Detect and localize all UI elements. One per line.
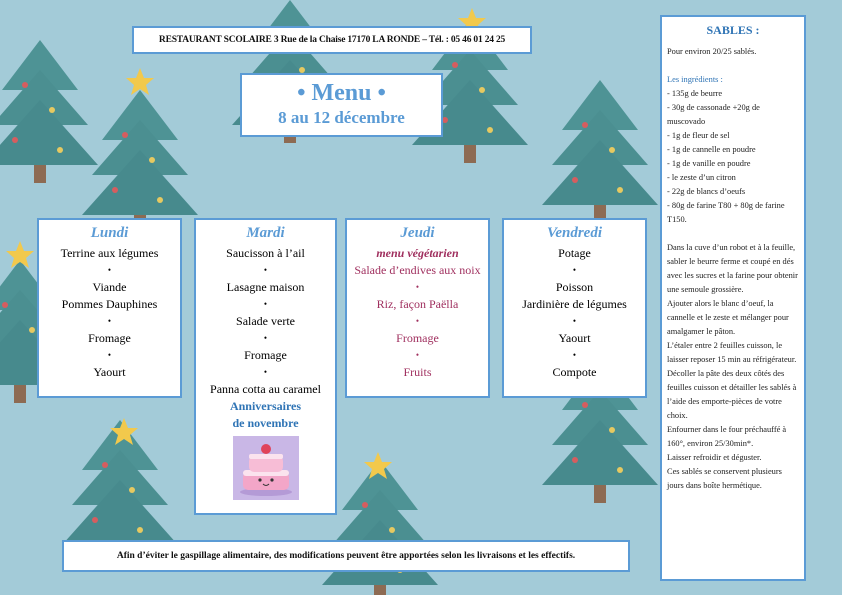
- footer-text: Afin d’éviter le gaspillage alimentaire, des modifications peuvent être apportées selon les livraisons et les effectifs.: [116, 551, 576, 561]
- menu-item: Jardinière de légumes: [522, 297, 627, 311]
- recipe-step: Laisser refroidir et déguster.: [667, 453, 762, 462]
- day-card-lundi: [37, 218, 182, 398]
- recipe-panel: [660, 15, 806, 581]
- recipe-step: Enfourner dans le four préchauffé à 160°, environ 25/30min*.: [667, 425, 787, 448]
- bullet-separator: •: [107, 316, 112, 326]
- header-text: RESTAURANT SCOLAIRE 3 Rue de la Chaise 17170 LA RONDE – Tél. : 05 46 01 24 25: [158, 35, 506, 45]
- menu-item: Fruits: [403, 365, 432, 379]
- bullet-separator: •: [572, 316, 577, 326]
- menu-item: Riz, façon Paëlla: [376, 297, 459, 311]
- recipe-step: Ajouter alors le blanc d’oeuf, la cannelle et le zeste et mélanger pour amalgamer le pâton.: [667, 299, 789, 336]
- day-card-vendredi: [502, 218, 647, 398]
- menu-item: Compote: [552, 365, 597, 379]
- footer-notice: [62, 540, 630, 572]
- restaurant-header: [132, 26, 532, 54]
- bullet-separator: •: [415, 350, 420, 360]
- ingredient: - 1g de cannelle en poudre: [667, 145, 756, 154]
- ingredient: - 30g de cassonade +20g de muscovado: [667, 103, 760, 126]
- day-card-jeudi: [345, 218, 490, 398]
- bullet-separator: •: [263, 333, 268, 343]
- day-name-vendredi: Vendredi: [546, 225, 602, 241]
- ingredient: - 135g de beurre: [667, 89, 723, 98]
- menu-item: Pommes Dauphines: [61, 297, 158, 311]
- vegetarian-label: menu végétarien: [376, 246, 459, 260]
- menu-item: Fromage: [396, 331, 439, 345]
- menu-dates: 8 au 12 décembre: [278, 108, 405, 127]
- bullet-separator: •: [415, 316, 420, 326]
- ingredient: - 1g de fleur de sel: [667, 131, 730, 140]
- birthday-cake-image: [233, 436, 299, 500]
- bullet-separator: •: [107, 350, 112, 360]
- ingredient: - 1g de vanille en poudre: [667, 159, 751, 168]
- bullet-separator: •: [572, 265, 577, 275]
- bullet-separator: •: [572, 350, 577, 360]
- day-name-lundi: Lundi: [90, 225, 129, 241]
- bullet-separator: •: [107, 265, 112, 275]
- menu-item: Panna cotta au caramel: [210, 382, 321, 396]
- recipe-title: SABLES :: [706, 23, 760, 37]
- ingredients-label: Les ingrédients :: [667, 75, 723, 84]
- menu-item: Lasagne maison: [226, 280, 305, 294]
- day-name-jeudi: Jeudi: [400, 225, 435, 241]
- menu-item: Fromage: [244, 348, 287, 362]
- recipe-step: L’étaler entre 2 feuilles cuisson, le laisser reposer 15 min au réfrigérateur. Décoller la pâte des deux côtés des feuilles cuisson et détailler les sablés à l’aide des emporte-pièces de votre choix.: [667, 341, 797, 420]
- menu-item: Salade d’endives aux noix: [354, 263, 481, 277]
- birthday-note: Anniversaires: [229, 399, 302, 413]
- menu-item: Yaourt: [558, 331, 591, 345]
- menu-title-box: [240, 73, 443, 137]
- day-card-mardi: [194, 218, 337, 515]
- menu-item: Yaourt: [93, 365, 126, 379]
- recipe-portions: Pour environ 20/25 sablés.: [667, 47, 757, 56]
- day-name-mardi: Mardi: [246, 225, 285, 241]
- bullet-separator: •: [263, 265, 268, 275]
- ingredient: - 80g de farine T80 + 80g de farine T150.: [667, 201, 785, 224]
- bullet-separator: •: [415, 282, 420, 292]
- ingredient: - le zeste d’un citron: [667, 173, 736, 182]
- menu-item: Fromage: [88, 331, 131, 345]
- menu-item: Viande: [92, 280, 127, 294]
- menu-item: Terrine aux légumes: [60, 246, 159, 260]
- bullet-separator: •: [263, 367, 268, 377]
- recipe-step: Dans la cuve d’un robot et à la feuille, sabler le beurre ferme et coupé en dés avec les sucres et la farine pour obtenir une semoule grossière.: [667, 243, 798, 294]
- menu-item: Salade verte: [236, 314, 295, 328]
- bullet-separator: •: [263, 299, 268, 309]
- ingredient: - 22g de blancs d’oeufs: [667, 187, 746, 196]
- menu-item: Potage: [558, 246, 591, 260]
- cake-icon: [233, 436, 299, 500]
- menu-title: • Menu •: [297, 80, 386, 106]
- menu-item: Saucisson à l’ail: [226, 246, 305, 260]
- menu-item: Poisson: [555, 280, 594, 294]
- recipe-step: Ces sablés se conservent plusieurs jours dans boîte hermétique.: [667, 467, 782, 490]
- birthday-note-month: de novembre: [232, 416, 299, 430]
